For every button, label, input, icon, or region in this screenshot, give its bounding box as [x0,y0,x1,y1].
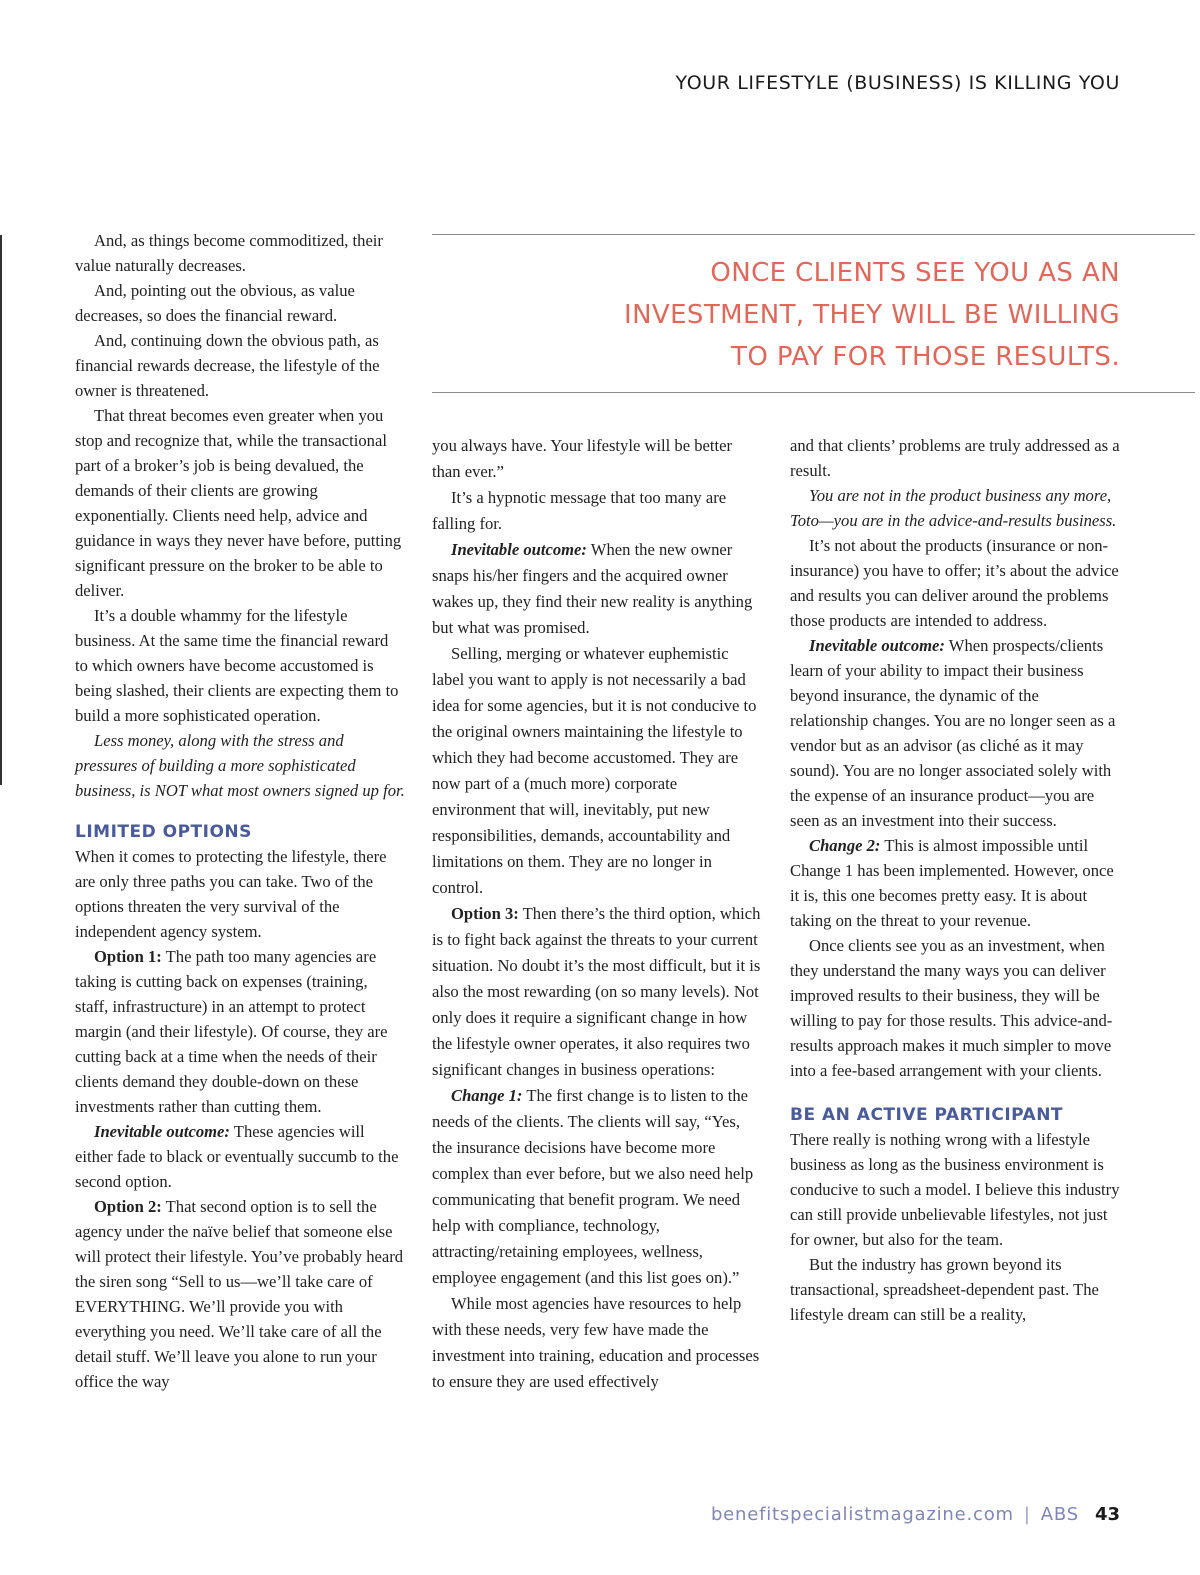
running-title: YOUR LIFESTYLE (BUSINESS) IS KILLING YOU [675,72,1120,94]
paragraph: While most agencies have resources to help with these needs, very few have made the investment into training, education and processes to ensure they are used effectively [432,1294,760,1391]
paragraph-text: This is almost impossible until Change 1 has been implemented. However, once it is, this one becomes pretty easy. It is about taking on the threat to your revenue. [790,836,1114,930]
paragraph: And, continuing down the obvious path, as financial rewards decrease, the lifestyle of the owner is threatened. [75,331,380,400]
article-column-3 [790,433,1120,1327]
paragraph [432,537,762,641]
pullquote-bottom-rule [432,392,1195,393]
paragraph: When it comes to protecting the lifestyle, there are only three paths you can take. Two of the options threaten the very survival of the independent agency system. [75,847,387,941]
footer-separator: | [1023,1504,1031,1525]
paragraph-text: Then there’s the third option, which is to fight back against the threats to your current situation. No doubt it’s the most difficult, but it is also the most rewarding (on so many levels). Not only does it require a significant change in how the lifestyle owner operates, it also requires two significant changes in business operations: [432,904,761,1079]
paragraph: It’s a double whammy for the lifestyle business. At the same time the financial reward to which owners have become accustomed is being slashed, their clients are expecting them to build a more sophisticated operation. [75,606,399,725]
lead-in: Change 2: [809,836,881,855]
paragraph: you always have. Your lifestyle will be better than ever.” [432,436,733,481]
page-number: 43 [1094,1504,1120,1525]
paragraph [790,833,1120,933]
pullquote-line: TO PAY FOR THOSE RESULTS. [731,342,1120,372]
paragraph [790,633,1120,833]
italic-text: You are not in the product business any more, Toto—you are in the advice-and-results business. [790,486,1117,530]
paragraph [75,1119,405,1194]
lead-in: Option 3: [451,904,519,923]
italic-paragraph [790,483,1120,533]
paragraph-text: When the new owner snaps his/her fingers and the acquired owner wakes up, they find their new reality is anything but what was promised. [432,540,753,637]
paragraph [75,944,405,1119]
paragraph: And, as things become commoditized, their value naturally decreases. [75,231,383,275]
paragraph-text: When prospects/clients learn of your ability to impact their business beyond insurance, the dynamic of the relationship changes. You are no longer seen as a vendor but as an advisor (as cliché as it may sound). You are no longer associated solely with the expense of an insurance product—you are seen as an investment into their success. [790,636,1116,830]
paragraph: But the industry has grown beyond its transactional, spreadsheet-dependent past. The lifestyle dream can still be a reality, [790,1255,1099,1324]
paragraph: And, pointing out the obvious, as value decreases, so does the financial reward. [75,281,355,325]
paragraph: Once clients see you as an investment, when they understand the many ways you can deliver improved results to their business, they will be willing to pay for those results. This advice-and-results approach makes it much simpler to move into a fee-based arrangement with your clients. [790,936,1113,1080]
paragraph [75,1194,405,1394]
paragraph-text: The first change is to listen to the needs of the clients. The clients will say, “Yes, the insurance decisions have become more complex than ever before, but we also need help communicating that benefit program. We need help with compliance, technology, attracting/retaining employees, wellness, employee engagement (and this list goes on).” [432,1086,754,1287]
footer-publication: ABS [1040,1504,1079,1525]
lead-in: Option 2: [94,1197,162,1216]
margin-bar [0,235,2,785]
page-footer [711,1504,1120,1525]
paragraph [432,901,762,1083]
paragraph: It’s a hypnotic message that too many are falling for. [432,488,727,533]
pullquote-line: INVESTMENT, THEY WILL BE WILLING [624,300,1120,330]
article-column-1 [75,228,405,1394]
lead-in: Inevitable outcome: [809,636,945,655]
lead-in: Inevitable outcome: [94,1122,230,1141]
paragraph: That threat becomes even greater when you stop and recognize that, while the transactional part of a broker’s job is being devalued, the demands of their clients are growing exponentially. Clients need help, advice and guidance in ways they never have before, putting significant pressure on the broker to be able to deliver. [75,406,402,600]
subhead-limited-options: LIMITED OPTIONS [75,822,252,842]
pullquote [480,252,1120,378]
article-column-2 [432,433,762,1395]
paragraph-text: The path too many agencies are taking is cutting back on expenses (training, staff, infrastructure) in an attempt to protect margin (and their lifestyle). Of course, they are cutting back at a time when the needs of their clients demand they double-down on these investments rather than cutting them. [75,947,388,1116]
paragraph-text: These agencies will either fade to black or eventually succumb to the second option. [75,1122,399,1191]
pullquote-line: ONCE CLIENTS SEE YOU AS AN [710,258,1120,288]
footer-site: benefitspecialistmagazine.com [710,1504,1014,1525]
italic-text: Less money, along with the stress and pressures of building a more sophisticated business, is NOT what most owners signed up for. [75,731,405,800]
lead-in: Option 1: [94,947,162,966]
lead-in: Inevitable outcome: [451,540,587,559]
paragraph: Selling, merging or whatever euphemistic label you want to apply is not necessarily a bad idea for some agencies, but it is not conducive to the original owners maintaining the lifestyle to which they had become accustomed. They are now part of a (much more) corporate environment that will, inevitably, put new responsibilities, demands, accountability and limitations on them. They are no longer in control. [432,644,757,897]
paragraph: There really is nothing wrong with a lifestyle business as long as the business environment is conducive to such a model. I believe this industry can still provide unbelievable lifestyles, not just for owner, but also for the team. [790,1130,1120,1249]
paragraph: and that clients’ problems are truly addressed as a result. [790,436,1120,480]
lead-in: Change 1: [451,1086,523,1105]
paragraph [432,1083,762,1291]
pullquote-top-rule [432,234,1195,235]
paragraph-text: That second option is to sell the agency under the naïve belief that someone else will protect their lifestyle. You’ve probably heard the siren song “Sell to us—we’ll take care of EVERYTHING. We’ll provide you with everything you need. We’ll take care of all the detail stuff. We’ll leave you alone to run your office the way [75,1197,404,1391]
subhead-be-an-active-participant: BE AN ACTIVE PARTICIPANT [790,1105,1064,1125]
paragraph: It’s not about the products (insurance or non-insurance) you have to offer; it’s about the advice and results you can deliver around the problems those products are intended to address. [790,536,1119,630]
italic-paragraph [75,728,405,803]
